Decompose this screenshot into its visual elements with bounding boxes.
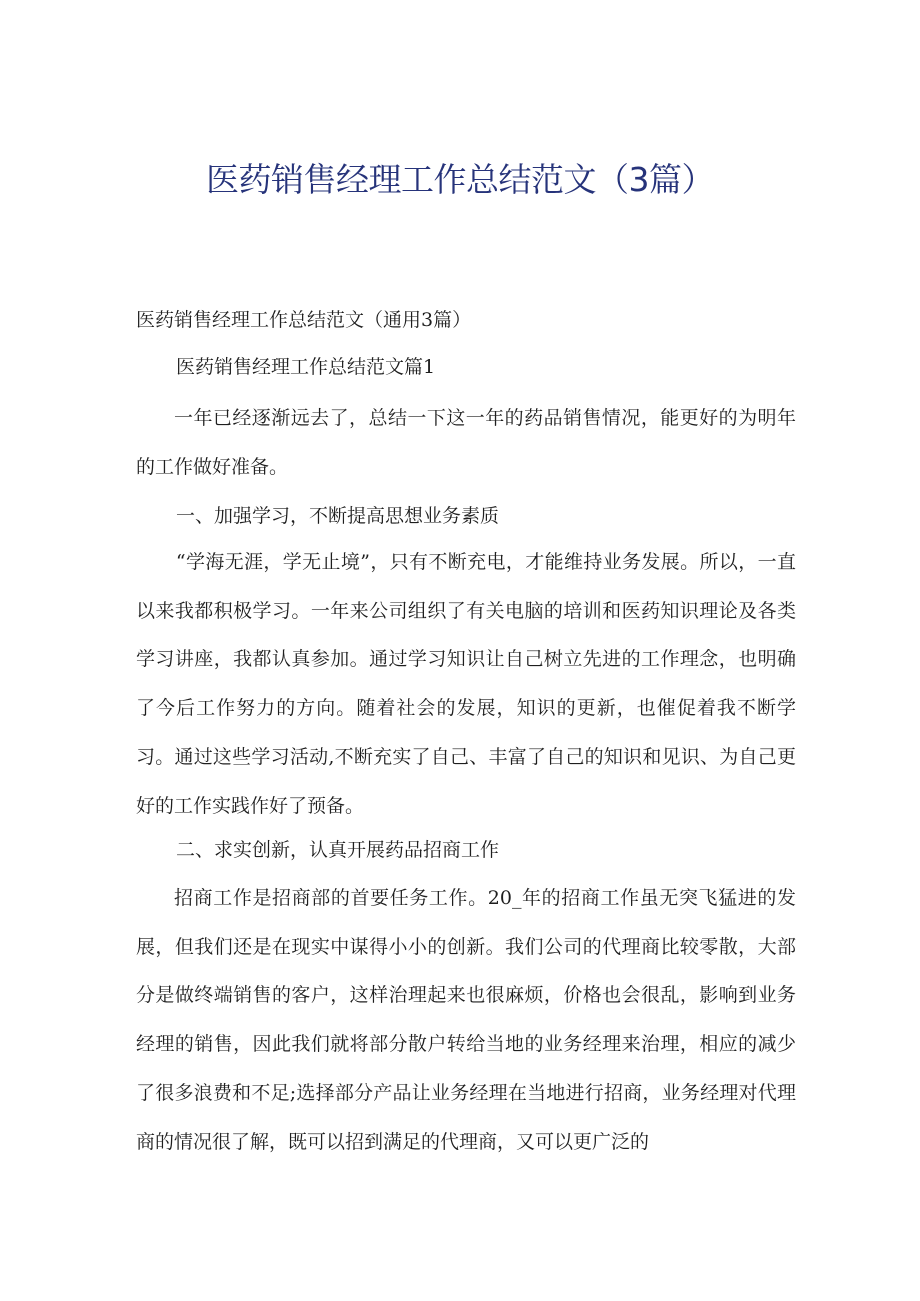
section-heading: 医药销售经理工作总结范文篇1: [176, 356, 436, 378]
learning-paragraph: “学海无涯，学无止境”，只有不断充电，才能维持业务发展。所以，一直以来我都积极学习。一年来公司组织了有关电脑的培训和医药知识理论及各类学习讲座，我都认真参加。通过学习知识让自己树立先进的工作理念，也明确了今后工作努力的方向。随着社会的发展，知识的更新，也催促着我不断学习。通过这些学习活动,不断充实了自己、丰富了自己的知识和见识、为自己更好的工作实践作好了预备。: [136, 551, 796, 817]
intro-paragraph: 一年已经逐渐远去了，总结一下这一年的药品销售情况，能更好的为明年的工作做好准备。: [136, 407, 796, 478]
document-subtitle: 医药销售经理工作总结范文（通用3篇）: [136, 309, 472, 331]
document-title: 医药销售经理工作总结范文（3篇）: [206, 160, 714, 199]
heading-recruitment: 二、求实创新，认真开展药品招商工作: [176, 839, 500, 861]
heading-learning: 一、加强学习，不断提高思想业务素质: [176, 505, 500, 527]
recruitment-paragraph: 招商工作是招商部的首要任务工作。20_年的招商工作虽无突飞猛进的发展，但我们还是在现实中谋得小小的创新。我们公司的代理商比较零散，大部分是做终端销售的客户，这样治理起来也很麻烦，价格也会很乱，影响到业务经理的销售，因此我们就将部分散户转给当地的业务经理来治理，相应的减少了很多浪费和不足;选择部分产品让业务经理在当地进行招商，业务经理对代理商的情况很了解，既可以招到满足的代理商，又可以更广泛的: [136, 887, 796, 1153]
